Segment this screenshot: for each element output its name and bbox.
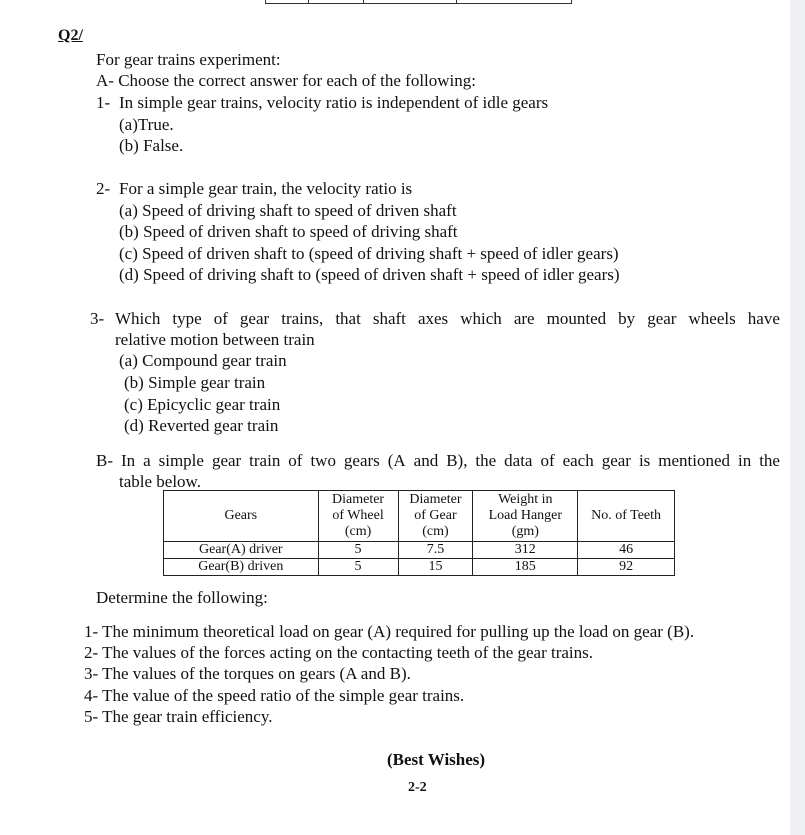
question-label: Q2/ [58, 27, 83, 44]
section-b-line2: table below. [119, 472, 201, 491]
header-weight: Weight in Load Hanger (gm) [473, 491, 578, 542]
best-wishes: (Best Wishes) [387, 750, 486, 769]
determine-heading: Determine the following: [96, 588, 268, 607]
cell-gear-name: Gear(B) driven [164, 559, 319, 576]
q3-text-line1: Which type of gear trains, that shaft axes which are mounted by gear wheels have [115, 309, 780, 328]
cell-weight: 312 [473, 542, 578, 559]
q3-option-d: (d) Reverted gear train [124, 416, 279, 435]
q1-option-a: (a)True. [119, 115, 174, 134]
header-teeth: No. of Teeth [578, 491, 675, 542]
q1-option-b: (b) False. [119, 136, 184, 155]
section-b-line1: B- In a simple gear train of two gears (A and B), the data of each gear is mentioned in the [96, 451, 780, 470]
gear-data-table [163, 490, 675, 576]
determine-item-2: 2- The values of the forces acting on the contacting teeth of the gear trains. [84, 643, 594, 662]
q2-text: For a simple gear train, the velocity ratio is [119, 179, 413, 198]
determine-item-5: 5- The gear train efficiency. [84, 707, 273, 726]
q2-option-a: (a) Speed of driving shaft to speed of driven shaft [119, 201, 457, 220]
determine-item-4: 4- The value of the speed ratio of the simple gear trains. [84, 686, 465, 705]
determine-item-3: 3- The values of the torques on gears (A and B). [84, 664, 411, 683]
q2-option-d: (d) Speed of driving shaft to (speed of driven shaft + speed of idler gears) [119, 265, 620, 284]
q2-number: 2- [96, 179, 111, 198]
intro-text: For gear trains experiment: [96, 50, 281, 69]
cell-teeth: 46 [578, 542, 675, 559]
q3-number: 3- [90, 309, 105, 328]
q3-option-c: (c) Epicyclic gear train [124, 395, 281, 414]
cell-gear-diameter: 15 [398, 559, 473, 576]
section-a-heading: A- Choose the correct answer for each of the following: [96, 71, 477, 90]
q3-text-line2: relative motion between train [115, 330, 315, 349]
q3-option-b: (b) Simple gear train [124, 373, 266, 392]
q1-text: In simple gear trains, velocity ratio is independent of idle gears [119, 93, 549, 112]
determine-item-1: 1- The minimum theoretical load on gear (A) required for pulling up the load on gear (B). [84, 622, 695, 641]
q1-number: 1- [96, 93, 111, 112]
q2-option-b: (b) Speed of driven shaft to speed of driving shaft [119, 222, 458, 241]
cell-gear-name: Gear(A) driver [164, 542, 319, 559]
previous-table-bottom-edge [265, 0, 572, 4]
table-row [164, 559, 675, 576]
table-header-row [164, 491, 675, 542]
page-number: 2-2 [408, 780, 427, 795]
q2-option-c: (c) Speed of driven shaft to (speed of driving shaft + speed of idler gears) [119, 244, 619, 263]
cell-wheel-diameter: 5 [318, 542, 398, 559]
cell-weight: 185 [473, 559, 578, 576]
cell-gear-diameter: 7.5 [398, 542, 473, 559]
q3-option-a: (a) Compound gear train [119, 351, 287, 370]
cell-teeth: 92 [578, 559, 675, 576]
header-diameter-gear: Diameter of Gear (cm) [398, 491, 473, 542]
header-gears: Gears [164, 491, 319, 542]
table-row [164, 542, 675, 559]
cell-wheel-diameter: 5 [318, 559, 398, 576]
header-diameter-wheel: Diameter of Wheel (cm) [318, 491, 398, 542]
